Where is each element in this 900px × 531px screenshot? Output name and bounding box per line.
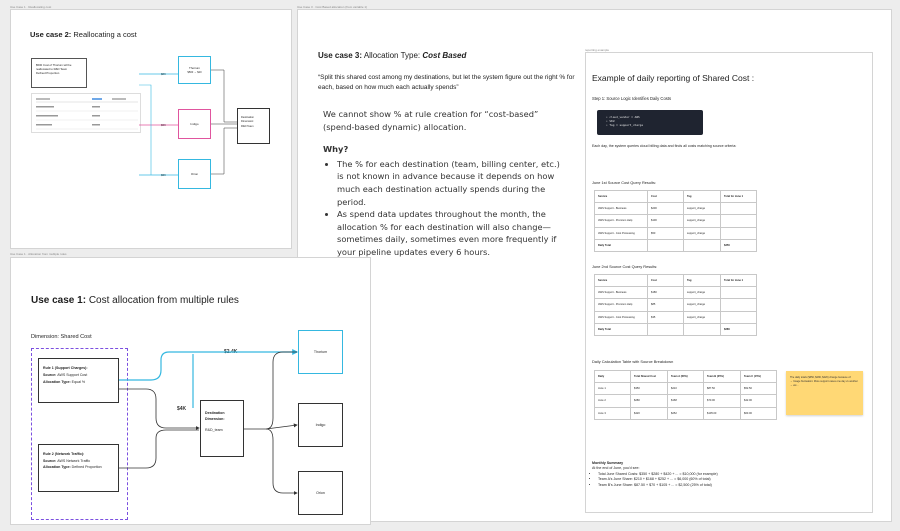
uc2-node-orion[interactable] (178, 159, 211, 189)
uc2-node-indigo[interactable] (178, 109, 211, 139)
table-total-row: Daily Total $280 (595, 323, 757, 335)
uc3-quote: “Split this shared cost among my destinations, but let the system figure out the right % for each, based on how much each actually spends” (318, 74, 575, 92)
uc1-node-orion[interactable] (298, 471, 343, 515)
uc1-destination-value: R&D_team (205, 428, 223, 433)
uc2-node-thorium-sublabel: $500 → $20 (187, 71, 202, 74)
uc1-edge-label-top: $2.4K (224, 349, 238, 355)
uc1-title: Use case 1: Cost allocation from multiple rules (31, 295, 239, 306)
table-total-row: Daily Total $350 (595, 239, 757, 251)
uc2-node-thorium-label: Thorium (188, 66, 200, 70)
uc2-node-indigo-label: Indigo (190, 122, 199, 126)
sticky-note-line: → Usage fluctuation: More support cases one day vs another (790, 379, 858, 383)
uc2-destination-title: Destination Dimension: (241, 116, 254, 124)
uc2-node-thorium[interactable] (178, 56, 211, 84)
uc3-paragraph: We cannot show % at rule creation for “cost-based” (spend-based dynamic) allocation. (323, 109, 539, 132)
frame-label-uc1: Use Case 1 · Allocation from multiple rules (10, 252, 67, 256)
frame-use-case-1 (10, 257, 371, 525)
table-1-label: June 1st Source Cost Query Results: (592, 180, 657, 185)
sticky-note-line: The daily totals ($350, $280, $420) change because of: (790, 376, 852, 379)
report-step-1: Step 1: Source Logic Identifies Daily Costs (592, 96, 672, 101)
uc1-node-thorium[interactable] (298, 330, 343, 374)
monthly-summary (592, 461, 718, 488)
uc1-destination-box[interactable] (200, 400, 244, 457)
report-frame (585, 52, 873, 513)
uc2-destination-value: R&D Team (241, 124, 254, 128)
frame-use-case-2 (10, 9, 292, 249)
table-row: AWS Support - Cost Processing $50 support_charge (595, 227, 757, 239)
uc1-rule-1-type: Equal % (70, 379, 86, 384)
report-title: Example of daily reporting of Shared Cost : (592, 73, 755, 83)
uc2-note-line-3: Defined Proportion (36, 71, 60, 76)
uc2-node-orion-label: Orion (190, 172, 199, 176)
uc3-explanation (323, 108, 563, 259)
table-3-label: Daily Calculation Table with Source Breakdown (592, 359, 674, 364)
table-row: June 1 $350 $210 $87.50 $52.50 (595, 383, 777, 395)
monthly-summary-item: • Total June Shared Costs: $350 + $280 + $420 + ... = $10,000 (for example) (598, 472, 718, 477)
uc2-edge-label-thorium: $20 (161, 72, 166, 76)
table-row: June 2 $280 $168 $70.00 $42.00 (595, 395, 777, 407)
uc1-rule-2-title: Rule 2 (Network Traffic): (43, 452, 85, 456)
uc1-edge-label-mid: $4K (177, 406, 187, 412)
sticky-note[interactable] (786, 371, 863, 415)
uc2-note-line-1: $500 Cost of Thorium will be (36, 63, 72, 67)
table-header-row: Daily Total Shared Cost Team A (60%) Team B (25%) Team C (15%) (595, 371, 777, 383)
uc1-rule-2-source: AWS Network Traffic (56, 458, 91, 463)
table-header-row: Service Cost Tag Total for June 1 (595, 275, 757, 287)
uc3-bullet: • The % for each destination (team, billing center, etc.) is not known in advance because it depends on how much each destination actually spends during the period. (337, 158, 563, 208)
uc2-table-thumbnail-lines (32, 94, 142, 134)
uc1-node-indigo[interactable] (298, 403, 343, 447)
table-row: AWS Support - Premium Help $100 support_charge (595, 215, 757, 227)
monthly-summary-item: • Team A's June Share: $210 + $168 + $252 + ... = $6,000 (60% of total) (598, 477, 718, 482)
frame-label-uc2: Use Case 1 · Reallocating cost (10, 5, 52, 9)
uc1-rule-1-title: Rule 1 (Support Charges): (43, 366, 88, 370)
uc3-title: Use case 3: Allocation Type: Cost Based (318, 51, 467, 60)
uc1-node-indigo-label: Indigo (315, 423, 326, 427)
monthly-summary-title: Monthly Summary (592, 461, 624, 465)
sticky-note-line: → etc... (790, 383, 799, 387)
table-header-row: Service Cost Tag Total for June 1 (595, 191, 757, 203)
table-2-label: June 2nd Source Cost Query Results: (592, 264, 658, 269)
uc1-rule-2-box[interactable]: Rule 2 (Network Traffic): Source: AWS Network Traffic Allocation Type: Defined Proportion (38, 444, 119, 492)
table-row: June 3 $420 $252 $105.00 $63.00 (595, 407, 777, 419)
uc2-note-line-2: reallocated to R&D Team (36, 67, 68, 72)
uc1-rule-2-type: Defined Proportion (70, 464, 102, 469)
uc3-bullet: • As spend data updates throughout the month, the allocation % for each destination will also change—sometimes daily, sometimes even more frequently if your pipeline updates every 6 hours. (337, 208, 563, 258)
uc1-rule-1-box[interactable]: Rule 1 (Support Charges): Source: AWS Support Cost Allocation Type: Equal % (38, 358, 119, 403)
code-line: • Tag = support_charge (606, 123, 644, 128)
uc2-destination-box[interactable] (237, 108, 270, 144)
uc3-bullet-list (323, 158, 563, 259)
table-row: AWS Support - Business $200 support_charge (595, 203, 757, 215)
table-june-2 (594, 274, 757, 336)
table-june-1 (594, 190, 757, 252)
monthly-summary-item: • Team B's June Share: $87.50 + $70 + $105 + ... = $2,500 (25% of total) (598, 483, 718, 488)
uc2-title: Use case 2: Reallocating a cost (30, 30, 137, 39)
table-daily-calculation (594, 370, 777, 420)
uc2-table-thumbnail (31, 93, 141, 133)
code-line: • SKU (606, 119, 615, 124)
uc2-edge-label-indigo: $60 (161, 123, 166, 127)
uc2-edge-label-orion: $30 (161, 173, 166, 177)
table-row: AWS Support - Premium Help $85 support_charge (595, 299, 757, 311)
uc3-why-heading: Why? (323, 144, 349, 155)
uc1-rule-1-source: AWS Support Cost (56, 372, 88, 377)
uc1-node-thorium-label: Thorium (313, 350, 328, 354)
uc1-destination-title: Destination Dimension: (205, 411, 225, 421)
frame-label-uc3: Use Case 3 · Cost Based allocation (from variable 1) (297, 5, 368, 9)
table-row: AWS Support - Business $180 support_charge (595, 287, 757, 299)
uc2-note-box (31, 58, 87, 88)
uc1-dimension-label: Dimension: Shared Cost (31, 334, 92, 340)
uc1-node-orion-label: Orion (316, 491, 325, 495)
code-line: • cloud_vendor = AWS (606, 115, 640, 119)
table-row: AWS Support - Cost Processing $35 support_charge (595, 311, 757, 323)
code-block (597, 110, 703, 135)
monthly-summary-list (592, 472, 718, 488)
monthly-summary-intro: At the end of June, you'd see: (592, 466, 640, 471)
report-description: Each day, the system queries cloud billing data and finds all costs matching source criteria: (592, 144, 737, 148)
frame-label-report: reporting example (585, 48, 610, 52)
